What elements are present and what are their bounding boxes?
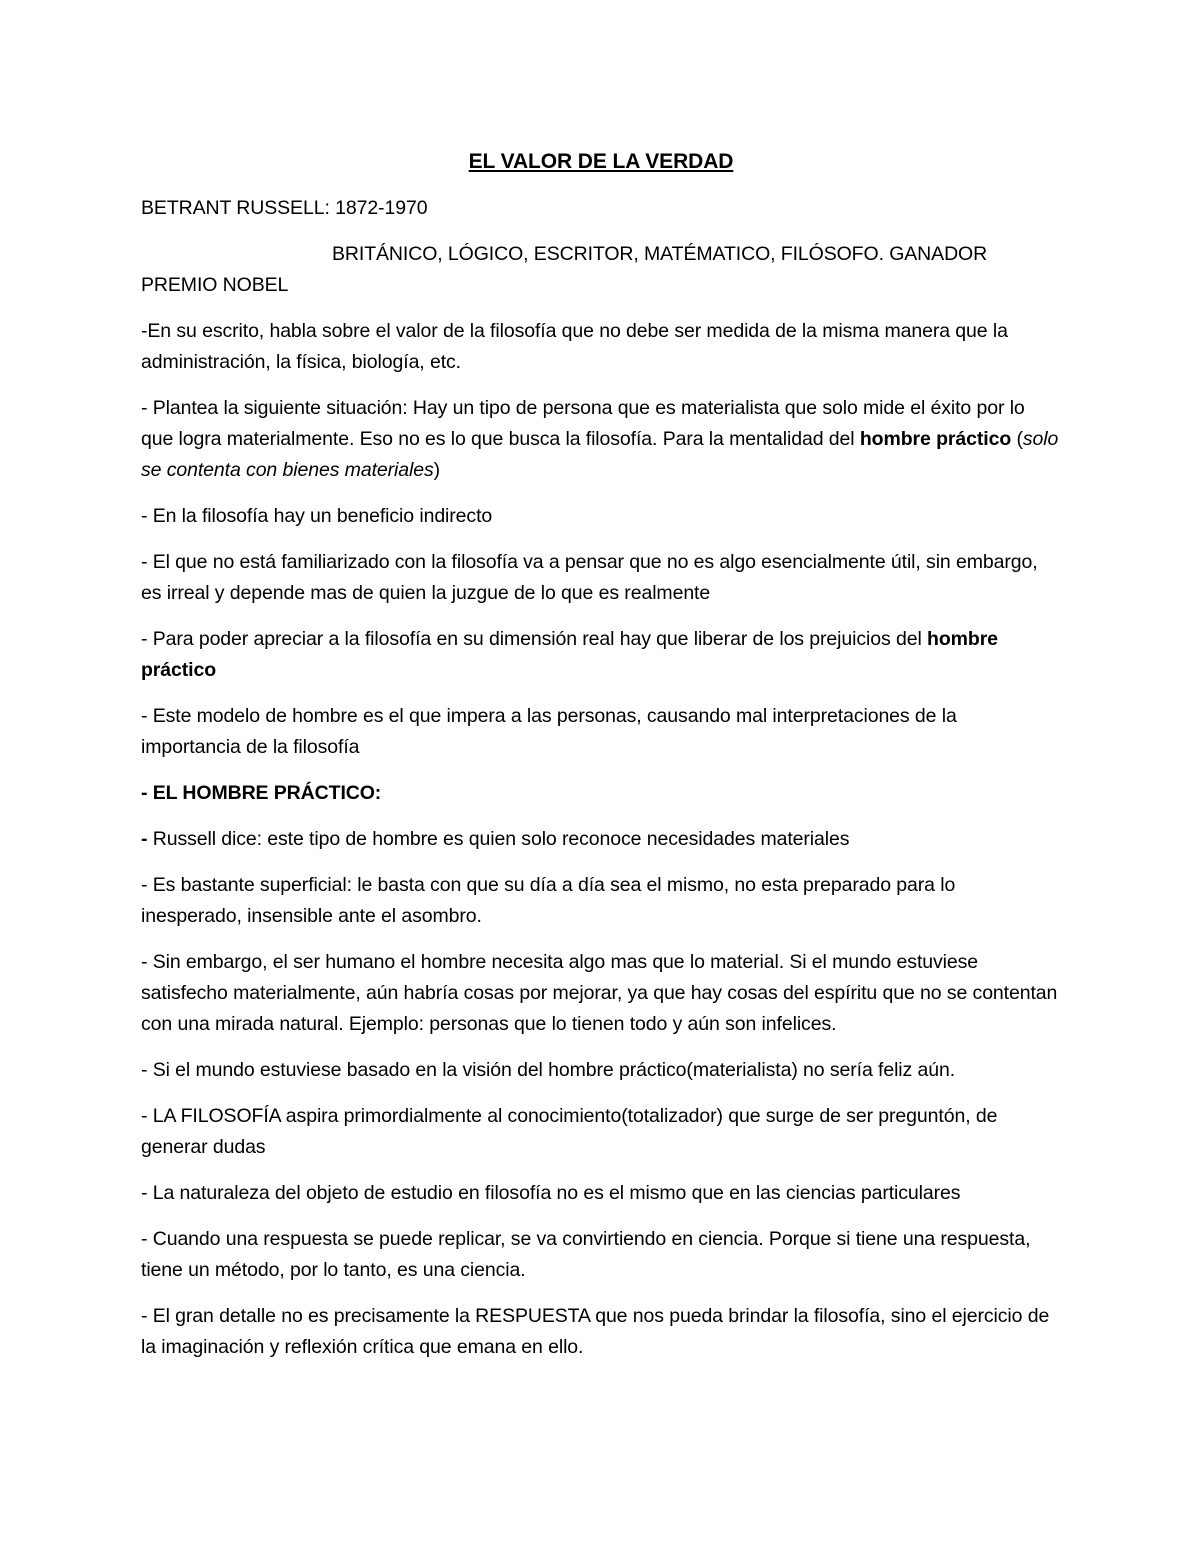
paragraph-5-bold: hombre práctico	[141, 628, 998, 681]
paragraph-12: - LA FILOSOFÍA aspira primordialmente al conocimiento(totalizador) que surge de ser preguntón, de generar dudas	[141, 1105, 998, 1158]
paragraph-4: - El que no está familiarizado con la filosofía va a pensar que no es algo esencialmente útil, sin embargo, es irreal y depende mas de quien la juzgue de lo que es realmente	[141, 551, 1038, 604]
paragraph-8	[141, 824, 1061, 855]
paragraph-2-bold: hombre práctico	[859, 428, 1012, 450]
paragraph-5	[141, 624, 1061, 686]
paragraph-9: - Es bastante superficial: le basta con que su día a día sea el mismo, no esta preparado para lo inesperado, insensible ante el asombro.	[141, 874, 956, 927]
paragraph-11: - Si el mundo estuviese basado en la visión del hombre práctico(materialista) no sería feliz aún.	[141, 1059, 956, 1081]
author-description: BRITÁNICO, LÓGICO, ESCRITOR, MATÉMATICO, FILÓSOFO. GANADOR PREMIO NOBEL	[141, 243, 988, 296]
section-heading-text: - EL HOMBRE PRÁCTICO:	[141, 782, 382, 804]
author-line: BETRANT RUSSELL: 1872-1970	[141, 197, 428, 219]
paragraph-2-italic: solo se contenta con bienes materiales	[141, 428, 1059, 481]
paragraph-8-dash: -	[141, 828, 148, 850]
paragraph-2-open-paren: (	[1011, 428, 1023, 450]
paragraph-2-text: - Plantea la siguiente situación: Hay un tipo de persona que es materialista que solo mide el éxito por lo que logra materialmente. Eso no es lo que busca la filosofía. Para la mentalidad del	[141, 397, 1025, 450]
section-heading	[141, 778, 1061, 809]
paragraph-3: - En la filosofía hay un beneficio indirecto	[141, 505, 493, 527]
paragraph-8-text: Russell dice: este tipo de hombre es quien solo reconoce necesidades materiales	[147, 828, 850, 850]
paragraph-5-text: - Para poder apreciar a la filosofía en su dimensión real hay que liberar de los prejuicios del	[141, 628, 928, 650]
paragraph-14: - Cuando una respuesta se puede replicar, se va convirtiendo en ciencia. Porque si tiene una respuesta, tiene un método, por lo tanto, es una ciencia.	[141, 1228, 1031, 1281]
document-body	[141, 146, 1061, 1378]
paragraph-6: - Este modelo de hombre es el que impera a las personas, causando mal interpretaciones de la importancia de la filosofía	[141, 705, 957, 758]
paragraph-15: - El gran detalle no es precisamente la RESPUESTA que nos pueda brindar la filosofía, sino el ejercicio de la imaginación y reflexión crítica que emana en ello.	[141, 1305, 1050, 1358]
paragraph-13: - La naturaleza del objeto de estudio en filosofía no es el mismo que en las ciencias particulares	[141, 1182, 961, 1204]
paragraph-10: - Sin embargo, el ser humano el hombre necesita algo mas que lo material. Si el mundo estuviese satisfecho materialmente, aún habría cosas por mejorar, ya que hay cosas del espíritu que no se contentan con una mirada natural. Ejemplo: personas que lo tienen todo y aún son infelices.	[141, 951, 1058, 1035]
paragraph-1: -En su escrito, habla sobre el valor de la filosofía que no debe ser medida de la misma manera que la administración, la física, biología, etc.	[141, 320, 1008, 373]
document-title: EL VALOR DE LA VERDAD	[468, 150, 734, 173]
paragraph-2-close-paren: )	[433, 459, 441, 481]
paragraph-2	[141, 393, 1061, 486]
